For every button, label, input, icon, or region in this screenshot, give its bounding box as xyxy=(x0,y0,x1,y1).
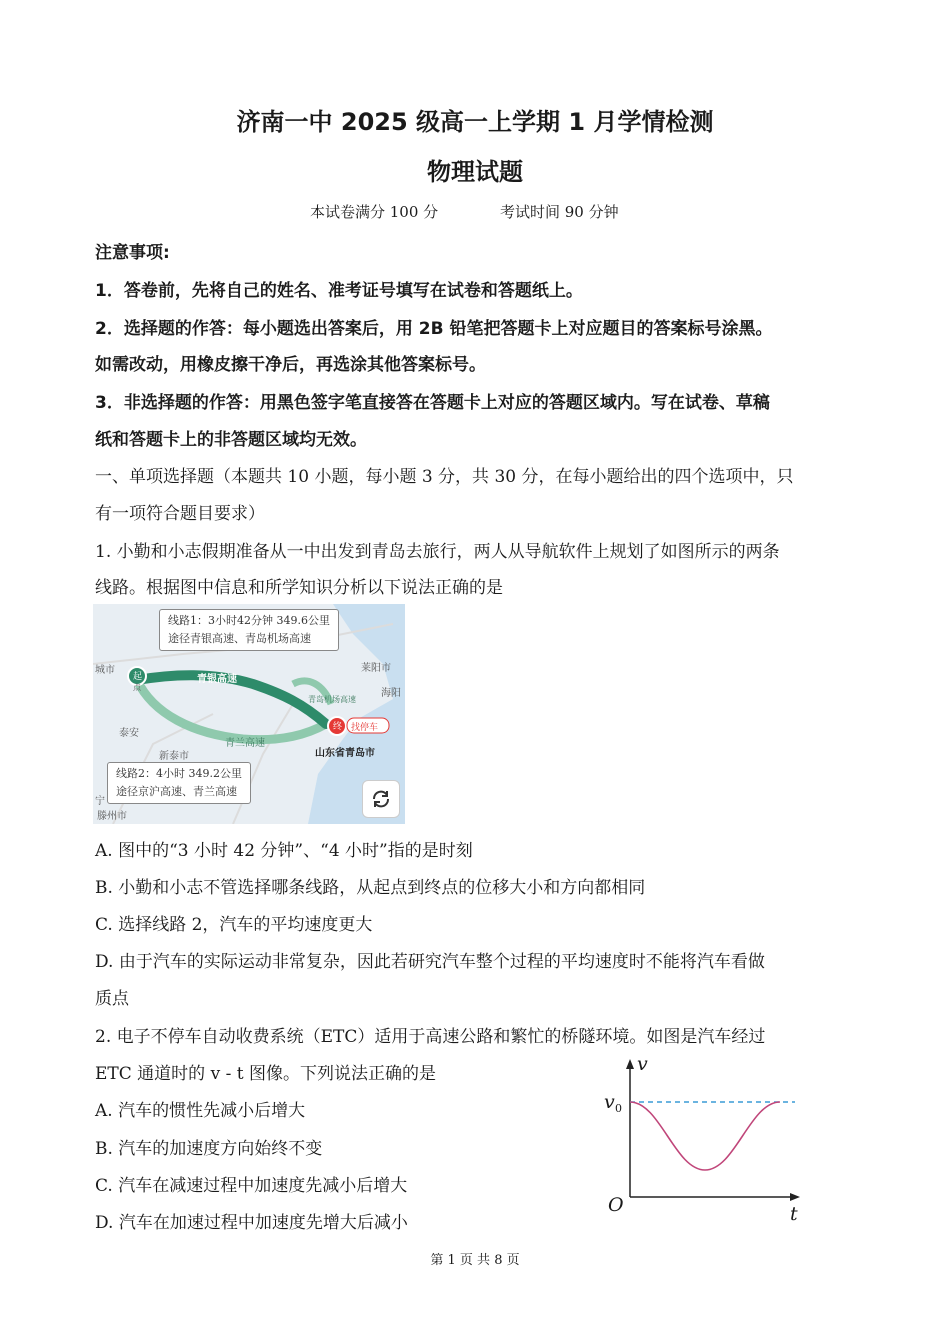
note-2a: 2．选择题的作答：每小题选出答案后，用 2B 铅笔把答题卡上对应题目的答案标号涂黑。 xyxy=(95,319,773,339)
origin-label: O xyxy=(608,1194,624,1216)
exam-title: 济南一中 2025 级高一上学期 1 月学情检测 xyxy=(236,108,714,136)
route2-line2: 途径京沪高速、青兰高速 xyxy=(116,785,237,798)
v0-subscript: 0 xyxy=(615,1102,622,1115)
end-label: 终 xyxy=(333,722,343,732)
refresh-icon xyxy=(363,781,399,817)
highway-qinglan: 青兰高速 xyxy=(225,738,265,749)
dest-label: 山东省青岛市 xyxy=(315,748,375,759)
parking-label: 找停车 xyxy=(351,723,379,733)
city-taian: 泰安 xyxy=(119,728,139,739)
q2-option-a: A. 汽车的惯性先减小后增大 xyxy=(95,1101,306,1121)
highway-qingyin: 青银高速 xyxy=(197,674,237,685)
highway-airport: 青岛机场高速 xyxy=(308,695,356,704)
q1-option-d-line1: D. 由于汽车的实际运动非常复杂，因此若研究汽车整个过程的平均速度时不能将汽车看做 xyxy=(95,952,765,972)
city-laiyang: 莱阳市 xyxy=(361,663,391,674)
city-xintai: 新泰市 xyxy=(159,751,189,762)
subject-title: 物理试题 xyxy=(427,158,523,186)
note-1: 1．答卷前，先将自己的姓名、准考证号填写在试卷和答题纸上。 xyxy=(95,281,583,301)
route-map xyxy=(93,604,405,824)
route1-line1: 线路1：3小时42分钟 349.6公里 xyxy=(168,614,330,627)
note-3a: 3．非选择题的作答：用黑色签字笔直接答在答题卡上对应的答题区域内。写在试卷、草稿 xyxy=(95,393,770,413)
start-label: 起 xyxy=(133,672,143,682)
refresh-button[interactable] xyxy=(362,780,400,818)
page-number: 第 1 页 共 8 页 xyxy=(430,1253,520,1268)
score-info: 本试卷满分 100 分 xyxy=(310,203,439,221)
city-ning: 宁 xyxy=(95,796,105,807)
q2-option-b: B. 汽车的加速度方向始终不变 xyxy=(95,1139,323,1159)
t-axis-arrow xyxy=(790,1193,800,1201)
route2-info xyxy=(107,762,251,804)
city-tengzhou: 滕州市 xyxy=(97,811,127,822)
v-axis-arrow xyxy=(626,1059,634,1069)
q2-stem-line2: ETC 通道时的 v - t 图像。下列说法正确的是 xyxy=(95,1064,436,1084)
section1-line1: 一、单项选择题（本题共 10 小题，每小题 3 分，共 30 分，在每小题给出的四个选项中，只 xyxy=(95,467,794,487)
section1-line2: 有一项符合题目要求） xyxy=(95,504,265,524)
notes-heading: 注意事项: xyxy=(95,243,170,263)
city-label: 城市 xyxy=(95,665,115,676)
route2-path xyxy=(137,680,326,740)
q1-stem-line2: 线路。根据图中信息和所学知识分析以下说法正确的是 xyxy=(95,578,503,598)
city-haiyang: 海阳 xyxy=(381,688,401,699)
route2-line1: 线路2：4小时 349.2公里 xyxy=(116,767,242,780)
v-axis-label: v xyxy=(637,1053,648,1075)
q1-option-d-line2: 质点 xyxy=(95,989,129,1009)
velocity-curve xyxy=(630,1102,780,1170)
route1-line2: 途径青银高速、青岛机场高速 xyxy=(168,632,311,645)
q2-option-d: D. 汽车在加速过程中加速度先增大后减小 xyxy=(95,1213,408,1233)
route1-info xyxy=(159,609,339,651)
vt-graph xyxy=(600,1055,810,1230)
q1-option-c: C. 选择线路 2，汽车的平均速度更大 xyxy=(95,915,373,935)
t-axis-label: t xyxy=(790,1203,798,1225)
q1-option-a: A. 图中的“3 小时 42 分钟”、“4 小时”指的是时刻 xyxy=(95,841,473,861)
q1-stem-line1: 1. 小勤和小志假期准备从一中出发到青岛去旅行，两人从导航软件上规划了如图所示的两条 xyxy=(95,542,780,562)
q1-option-b: B. 小勤和小志不管选择哪条线路，从起点到终点的位移大小和方向都相同 xyxy=(95,878,646,898)
v0-label: v xyxy=(604,1091,615,1113)
start-sub-label: 点 xyxy=(133,683,141,692)
time-info: 考试时间 90 分钟 xyxy=(500,203,619,221)
note-3b: 纸和答题卡上的非答题区域均无效。 xyxy=(95,430,367,450)
q2-stem-line1: 2. 电子不停车自动收费系统（ETC）适用于高速公路和繁忙的桥隧环境。如图是汽车经过 xyxy=(95,1027,766,1047)
q2-option-c: C. 汽车在减速过程中加速度先减小后增大 xyxy=(95,1176,408,1196)
note-2b: 如需改动，用橡皮擦干净后，再选涂其他答案标号。 xyxy=(95,355,486,375)
